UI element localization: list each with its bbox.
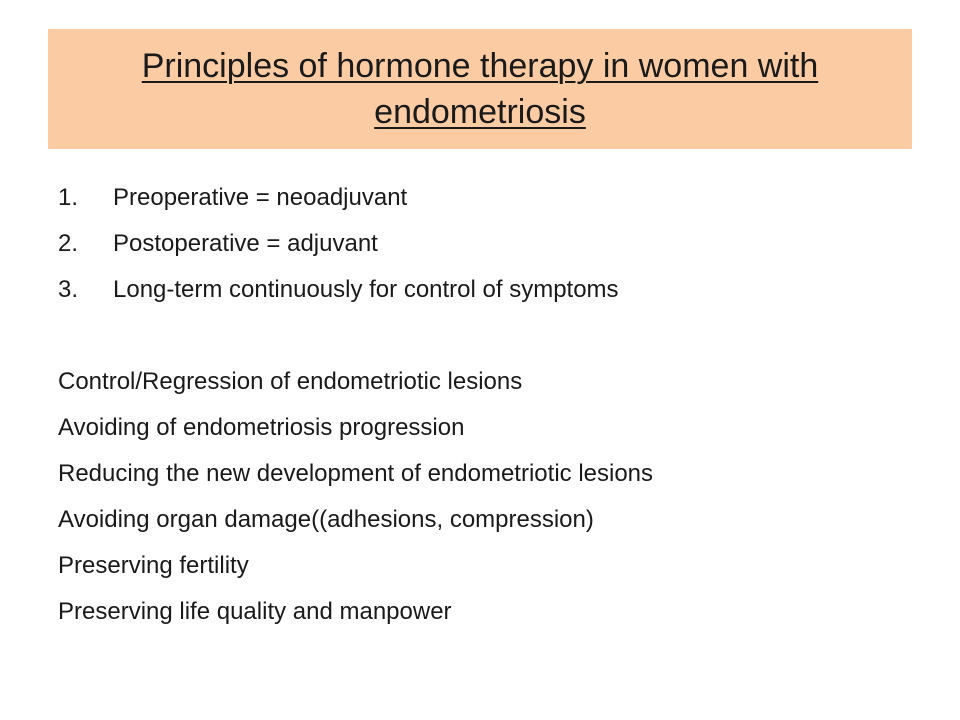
goal-item: Control/Regression of endometriotic lesions: [58, 368, 523, 395]
goal-item: Avoiding of endometriosis progression: [58, 414, 465, 441]
therapy-timing-list: [58, 175, 619, 313]
list-item-number: 1.: [58, 184, 79, 211]
therapy-goals-list: [58, 359, 653, 635]
list-item: [58, 221, 619, 267]
goal-item: Preserving fertility: [58, 552, 249, 579]
title-banner: [48, 29, 912, 149]
goal-item: Avoiding organ damage((adhesions, compression): [58, 506, 594, 533]
list-item-text: Preoperative = neoadjuvant: [113, 184, 408, 211]
list-item-number: 2.: [58, 230, 79, 257]
goal-item: Preserving life quality and manpower: [58, 598, 452, 625]
list-item: [58, 267, 619, 313]
list-item-number: 3.: [58, 276, 79, 303]
slide-title: Principles of hormone therapy in women with endometriosis: [141, 47, 819, 131]
list-item-text: Postoperative = adjuvant: [113, 230, 378, 257]
list-item-text: Long-term continuously for control of symptoms: [113, 276, 619, 303]
list-item: [58, 175, 619, 221]
goal-item: Reducing the new development of endometriotic lesions: [58, 460, 654, 487]
